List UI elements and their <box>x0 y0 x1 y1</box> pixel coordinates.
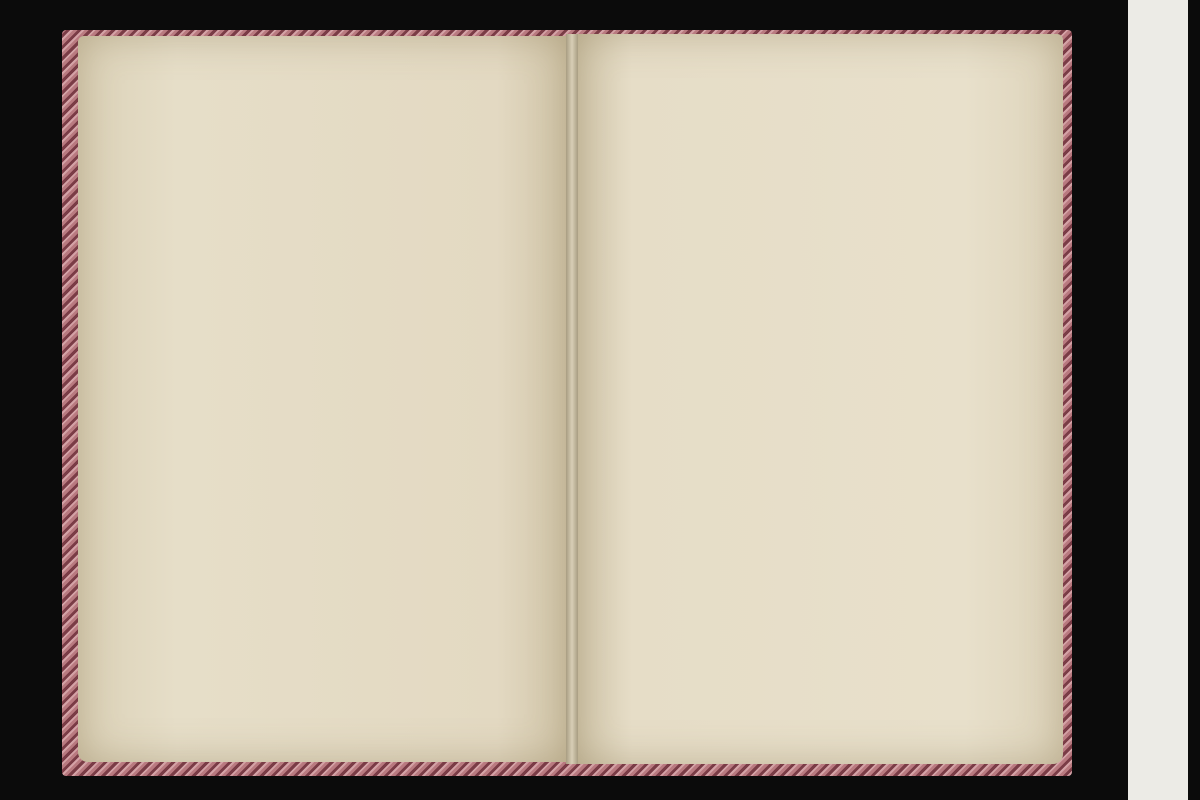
measurement-ruler <box>1128 0 1188 800</box>
book-gutter <box>566 34 578 764</box>
right-page <box>573 34 1063 764</box>
left-page <box>78 36 571 762</box>
